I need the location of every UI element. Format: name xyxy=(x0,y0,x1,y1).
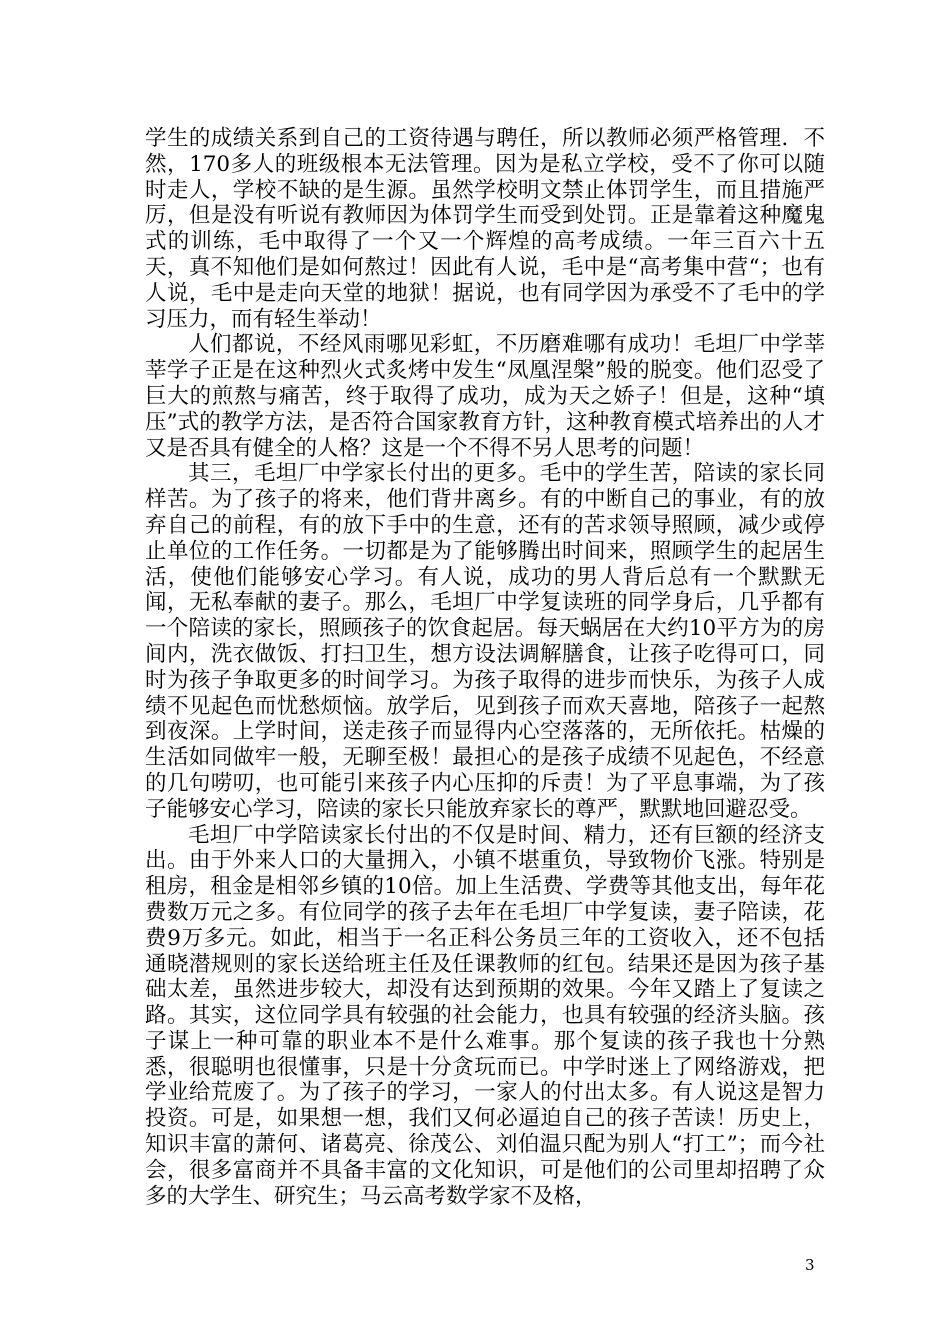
paragraph-3: 其三，毛坦厂中学家长付出的更多。毛中的学生苦，陪读的家长同样苦。为了孩子的将来，他们背井离乡。有的中断自己的事业，有的放弃自己的前程，有的放下手中的生意，还有的苦求领导照顾，减少或停止单位的工作任务。一切都是为了能够腾出时间来，照顾学生的起居生活，使他们能够安心学习。有人说，成功的男人背后总有一个默默无闻，无私奉献的妻子。那么，毛坦厂中学复读班的同学身后，几乎都有一个陪读的家长，照顾孩子的饮食起居。每天蜗居在大约10平方为的房间内，洗衣做饭、打扫卫生，想方设法调解膳食，让孩子吃得可口，同时为孩子争取更多的时间学习。为孩子取得的进步而快乐，为孩子人成绩不见起色而忧愁烦恼。放学后，见到孩子而欢天喜地，陪孩子一起熬到夜深。上学时间，送走孩子而显得内心空落落的，无所依托。枯燥的生活如同做牢一般，无聊至极！最担心的是孩子成绩不见起色，不经意的几句唠叨，也可能引来孩子内心压抑的斥责！为了平息事端，为了孩子能够安心学习，陪读的家长只能放弃家长的尊严，默默地回避忍受。 xyxy=(145,461,825,822)
page-number: 3 xyxy=(805,1256,815,1274)
paragraph-1: 学生的成绩关系到自己的工资待遇与聘任，所以教师必须严格管理．不然，170多人的班级根本无法管理。因为是私立学校，受不了你可以随时走人，学校不缺的是生源。虽然学校明文禁止体罚学生，而且措施严厉，但是没有听说有教师因为体罚学生而受到处罚。正是靠着这种魔鬼式的训练，毛中取得了一个又一个辉煌的高考成绩。一年三百六十五天，真不知他们是如何熬过！因此有人说，毛中是“高考集中营“；也有人说，毛中是走向天堂的地狱！据说，也有同学因为承受不了毛中的学习压力，而有轻生举动！ xyxy=(145,126,825,332)
paragraph-4: 毛坦厂中学陪读家长付出的不仅是时间、精力，还有巨额的经济支出。由于外来人口的大量拥入，小镇不堪重负，导致物价飞涨。特别是租房，租金是相邻乡镇的10倍。加上生活费、学费等其他支出，每年花费数万元之多。有位同学的孩子去年在毛坦厂中学复读，妻子陪读，花费9万多元。如此，相当于一名正科公务员三年的工资收入，还不包括通晓潜规则的家长送给班主任及任课教师的红包。结果还是因为孩子基础太差，虽然进步较大，却没有达到预期的效果。今年又踏上了复读之路。其实，这位同学具有较强的社会能力，也具有较强的经济头脑。孩子谋上一种可靠的职业本不是什么难事。那个复读的孩子我也十分熟悉，很聪明也很懂事，只是十分贪玩而已。中学时迷上了网络游戏，把学业给荒废了。为了孩子的学习，一家人的付出太多。有人说这是智力投资。可是，如果想一想，我们又何必逼迫自己的孩子苦读！历史上，知识丰富的萧何、诸葛亮、徐茂公、刘伯温只配为别人“打工”；而今社会，很多富商并不具备丰富的文化知识，可是他们的公司里却招聘了众多的大学生、研究生；马云高考数学家不及格， xyxy=(145,822,825,1209)
paragraph-2: 人们都说，不经风雨哪见彩虹，不历磨难哪有成功！毛坦厂中学莘莘学子正是在这种烈火式炙烤中发生“凤凰涅槃”般的脱变。他们忍受了巨大的煎熬与痛苦，终于取得了成功，成为天之娇子！但是，这种“填压”式的教学方法，是否符合国家教育方针，这种教育模式培养出的人才又是否具有健全的人格？这是一个不得不另人思考的问题！ xyxy=(145,332,825,461)
body-text xyxy=(145,126,825,1209)
